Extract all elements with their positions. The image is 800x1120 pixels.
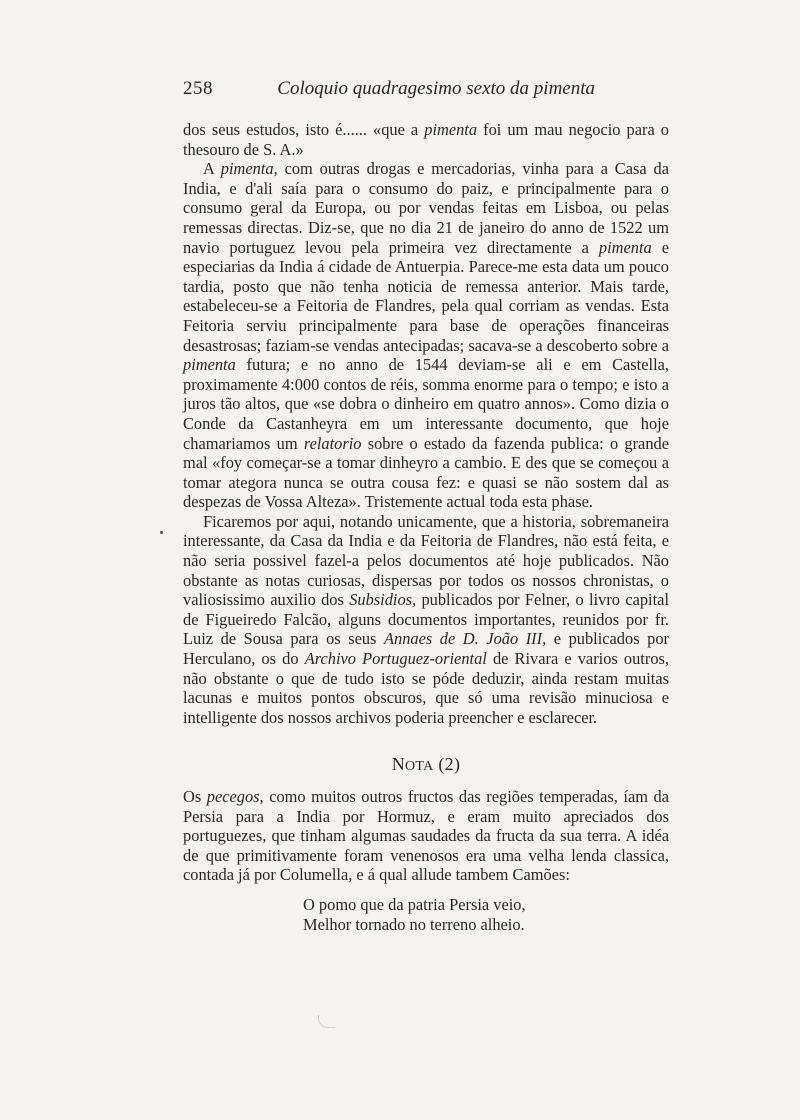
paragraph-3: [183, 512, 669, 728]
text-run: publicados por Felner, o livro capital de Figueiredo Falcão, alguns documentos importantes, reunidos por fr. Luiz de Sousa para os seus: [183, 590, 669, 649]
page-number: 258: [183, 78, 213, 99]
paragraph-2: [183, 159, 669, 512]
paper-mark: [318, 1015, 335, 1028]
text-run: A: [203, 159, 221, 179]
verse-line-2: Melhor tornado no terreno alheio.: [303, 914, 525, 934]
text-run: sobre o estado da fazenda publica: o grande mal «foy começar-se a tomar dinheyro a cambio. E des que se começou a tomar ategora nunca se outra cousa fez: e quasi se não sostem dal as despezas de Vossa Alteza». Tristemente actual toda esta phase.: [183, 433, 669, 512]
note-paragraph: [183, 787, 669, 885]
text-run: de Rivara e varios outros, não obstante o que de tudo isto se póde deduzir, ainda restam muitas lacunas e muitos pontos obscuros, que só uma revisão minuciosa e intelligente dos nossos archivos poderia preencher e esclarecer.: [183, 649, 669, 727]
page-header: [183, 78, 595, 104]
page-body: [183, 120, 669, 934]
verse-quote: [183, 895, 669, 934]
running-title: Coloquio quadragesimo sexto da pimenta: [277, 78, 595, 99]
text-run: Ficaremos por aqui, notando unicamente, que a historia, sobremaneira interessante, da Casa da India e da Feitoria de Flandres, não está feita, e não seria possivel fazel-a pelos documentos até hoje publicados. Não obstante as notas curiosas, dispersas por todos os nossos chronistas, o valiosissimo auxilio dos: [183, 511, 669, 610]
italic-run: Archivo Portuguez-oriental: [304, 649, 487, 669]
text-run: foi um mau negocio para o thesouro de S. A.»: [183, 120, 669, 159]
italic-run: relatorio: [303, 433, 362, 453]
note-heading-number: (2): [433, 754, 461, 775]
verse-line-1: O pomo que da patria Persia veio,: [303, 894, 526, 914]
text-run: dos seus estudos, isto é...... «que a: [183, 120, 425, 139]
text-run: futura; e no anno de 1544 deviam-se ali e em Castella, proximamente 4:000 contos de réis, somma enorme para o tempo; e isto a juros tão altos, que «se dobra o dinheiro em quatro annos». Como dizia o Conde da Castanheyra em um interessante documento, que hoje chamariamos um: [183, 355, 669, 453]
margin-dot-mark: [160, 531, 163, 534]
italic-run: Subsidios,: [349, 590, 417, 610]
text-run: e especiarias da India á cidade de Antuerpia. Parece-me esta data um pouco tardia, posto que não tenha noticia de remessa anterior. Mais tarde, estabeleceu-se a Feitoria de Flandres, pela qual corriam as vendas. Esta Feitoria serviu principalmente para base de operações financeiras desastrosas; faziam-se vendas antecipadas; sacava-se a descoberto sobre a: [183, 237, 670, 355]
note-heading-initial: N: [391, 754, 406, 775]
text-run: como muitos outros fructos das regiões temperadas, íam da Persia para a India por Hormuz, e eram muito apreciados dos portuguezes, que tinham algumas saudades da fructa da sua terra. A idéa de que primitivamente foram venenosos era uma velha lenda classica, contada já por Columella, e á qual allude tambem Camões:: [183, 787, 669, 885]
note-heading: [183, 755, 669, 777]
text-run: e publicados por Herculano, os do: [183, 629, 669, 669]
italic-run: pimenta,: [220, 159, 278, 179]
paragraph-1: [183, 120, 669, 159]
text-run: com outras drogas e mercadorias, vinha para a Casa da India, e d'ali saía para o consumo do paiz, e principalmente para o consumo geral da Europa, ou por vendas feitas em Lisboa, ou pelas remessas directas. Diz-se, que no dia 21 de janeiro do anno de 1522 um navio portuguez levou pela primeira vez directamente a: [183, 159, 669, 257]
italic-run: pecegos,: [206, 787, 264, 806]
italic-run: pimenta: [424, 120, 478, 139]
italic-run: pimenta: [183, 355, 236, 375]
italic-run: pimenta: [598, 237, 652, 257]
text-run: Os: [183, 787, 207, 806]
italic-run: Annaes de D. João III,: [383, 629, 547, 649]
note-heading-smallcaps: OTA: [405, 759, 434, 775]
